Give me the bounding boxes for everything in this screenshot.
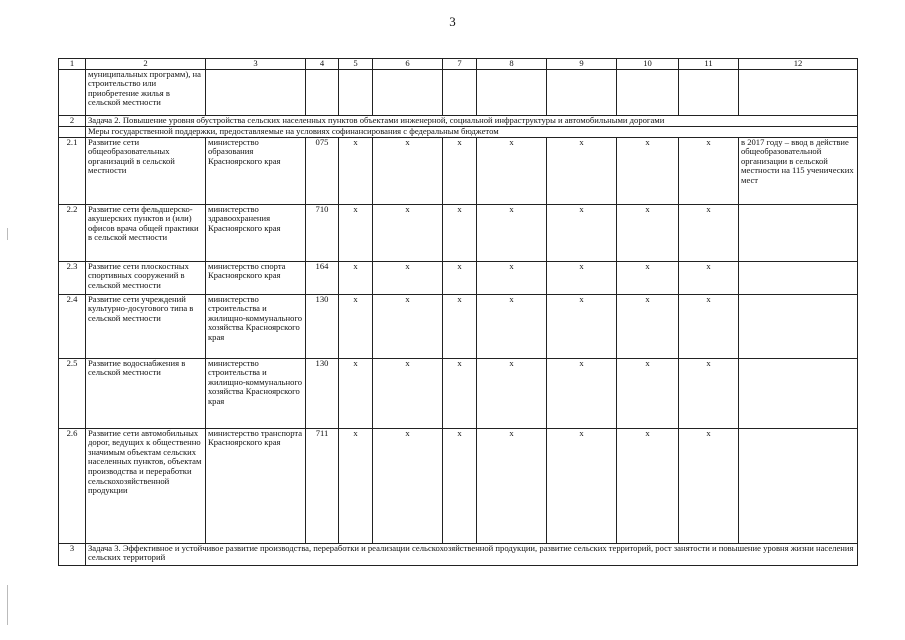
col-header: 3 [206, 59, 306, 70]
cell-x: x [373, 294, 443, 358]
cell-x: x [477, 428, 547, 543]
measure-name: Развитие сети автомобильных дорог, ведущих к общественно значимым объектам сельских населенных пунктов, объектам производства и переработки сельскохозяйственной продукции [86, 428, 206, 543]
budget-code: 130 [306, 294, 339, 358]
cell-x: x [477, 137, 547, 204]
result-note [739, 204, 858, 261]
col-header: 12 [739, 59, 858, 70]
margin-mark-top [7, 228, 8, 240]
row-number: 2.2 [59, 204, 86, 261]
row-number: 2.5 [59, 358, 86, 428]
col-header: 5 [339, 59, 373, 70]
cell-x: x [617, 204, 679, 261]
cell-x: x [679, 428, 739, 543]
measure-name: Развитие водоснабжения в сельской местности [86, 358, 206, 428]
measure-name: Развитие сети учреждений культурно-досугового типа в сельской местности [86, 294, 206, 358]
cell-x: x [679, 137, 739, 204]
header-row [59, 59, 858, 70]
cell-x: x [617, 428, 679, 543]
cell-x: x [679, 204, 739, 261]
cell-x: x [339, 204, 373, 261]
result-note: в 2017 году – ввод в действие общеобразовательной организации в сельской местности на 115 ученических мест [739, 137, 858, 204]
agency: министерство строительства и жилищно-коммунального хозяйства Красноярского края [206, 358, 306, 428]
cell-x: x [443, 204, 477, 261]
col-header: 4 [306, 59, 339, 70]
cell-x: x [617, 294, 679, 358]
budget-code: 164 [306, 261, 339, 294]
task2-row [59, 115, 858, 126]
measures-row [59, 126, 858, 137]
cell-x: x [373, 358, 443, 428]
cell-x: x [679, 294, 739, 358]
table-row [59, 294, 858, 358]
task2-number: 2 [59, 115, 86, 126]
measures-title: Меры государственной поддержки, предоставляемые на условиях софинансирования с федеральным бюджетом [86, 126, 858, 137]
col-header: 8 [477, 59, 547, 70]
cell-x: x [617, 137, 679, 204]
col-header: 1 [59, 59, 86, 70]
task2-text: Задача 2. Повышение уровня обустройства сельских населенных пунктов объектами инженерной, социальной инфраструктуры и автомобильными дорогами [86, 115, 858, 126]
table-row [59, 261, 858, 294]
cell-x: x [443, 137, 477, 204]
cell-x: x [443, 294, 477, 358]
row-number: 2.1 [59, 137, 86, 204]
result-note [739, 358, 858, 428]
program-table [58, 58, 858, 566]
cell-x: x [339, 261, 373, 294]
cell-x: x [443, 261, 477, 294]
cell-x: x [547, 204, 617, 261]
cell-x: x [617, 358, 679, 428]
task3-number: 3 [59, 543, 86, 565]
agency: министерство строительства и жилищно-коммунального хозяйства Красноярского края [206, 294, 306, 358]
cell-x: x [339, 358, 373, 428]
measure-name: Развитие сети фельдшерско-акушерских пунктов и (или) офисов врача общей практики в сельской местности [86, 204, 206, 261]
cell-x: x [373, 137, 443, 204]
table-row [59, 204, 858, 261]
cell-x: x [373, 428, 443, 543]
cell-x: x [547, 358, 617, 428]
continuation-text: муниципальных программ), на строительство или приобретение жилья в сельской местности [86, 69, 206, 115]
task3-row [59, 543, 858, 565]
result-note [739, 261, 858, 294]
agency: министерство здравоохранения Красноярского края [206, 204, 306, 261]
cell-x: x [443, 358, 477, 428]
col-header: 6 [373, 59, 443, 70]
col-header: 10 [617, 59, 679, 70]
cell-x: x [373, 261, 443, 294]
row-number: 2.6 [59, 428, 86, 543]
page-number: 3 [449, 14, 456, 29]
margin-mark-bottom [7, 585, 8, 625]
agency: министерство спорта Красноярского края [206, 261, 306, 294]
cell-x: x [443, 428, 477, 543]
task3-text: Задача 3. Эффективное и устойчивое развитие производства, переработки и реализации сельскохозяйственной продукции, развитие сельских территорий, рост занятости и повышение уровня жизни населения сельских территорий [86, 543, 858, 565]
cell-x: x [679, 261, 739, 294]
cell-x: x [679, 358, 739, 428]
result-note [739, 294, 858, 358]
cell-x: x [547, 428, 617, 543]
agency: министерство образования Красноярского края [206, 137, 306, 204]
cell-x: x [339, 137, 373, 204]
cell-x: x [547, 261, 617, 294]
cell-x: x [339, 428, 373, 543]
table-row [59, 137, 858, 204]
budget-code: 710 [306, 204, 339, 261]
cell-x: x [477, 294, 547, 358]
col-header: 11 [679, 59, 739, 70]
col-header: 9 [547, 59, 617, 70]
budget-code: 075 [306, 137, 339, 204]
agency: министерство транспорта Красноярского края [206, 428, 306, 543]
col-header: 2 [86, 59, 206, 70]
row-number: 2.4 [59, 294, 86, 358]
table-row [59, 358, 858, 428]
cell-x: x [547, 137, 617, 204]
cell-x: x [477, 261, 547, 294]
cell-x: x [477, 358, 547, 428]
table-row [59, 428, 858, 543]
col-header: 7 [443, 59, 477, 70]
cell-x: x [339, 294, 373, 358]
budget-code: 130 [306, 358, 339, 428]
result-note [739, 428, 858, 543]
row-number: 2.3 [59, 261, 86, 294]
cell-x: x [547, 294, 617, 358]
cell-x: x [617, 261, 679, 294]
measure-name: Развитие сети общеобразовательных организаций в сельской местности [86, 137, 206, 204]
budget-code: 711 [306, 428, 339, 543]
continuation-row [59, 69, 858, 115]
cell-x: x [477, 204, 547, 261]
measure-name: Развитие сети плоскостных спортивных сооружений в сельской местности [86, 261, 206, 294]
cell-x: x [373, 204, 443, 261]
